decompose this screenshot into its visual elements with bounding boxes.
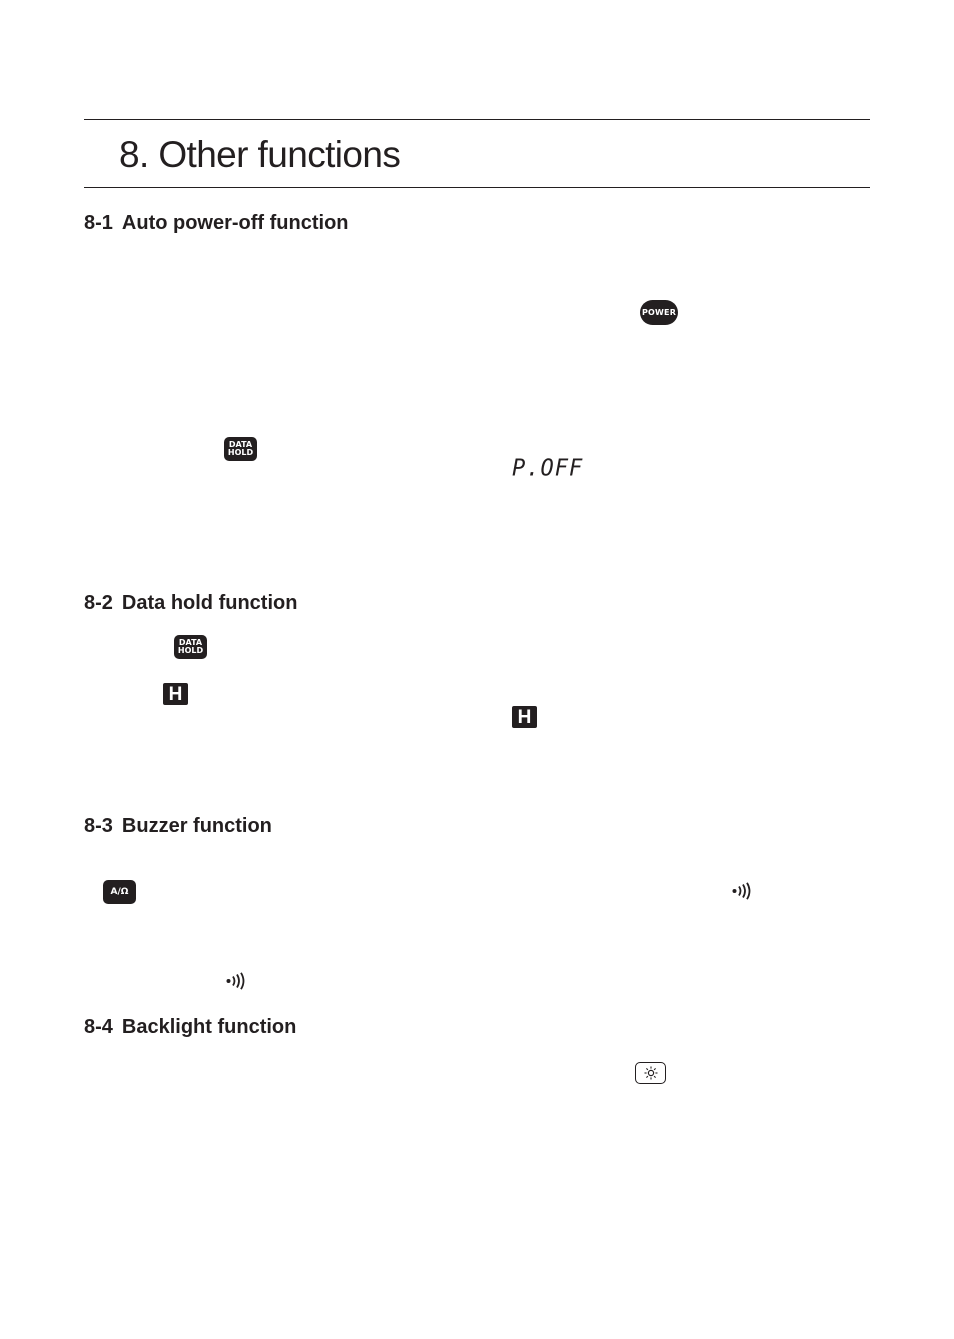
section-heading-backlight (84, 1015, 296, 1039)
section-heading-buzzer (84, 814, 272, 838)
section-title: Backlight function (121, 1016, 297, 1038)
buzzer-icon (732, 882, 752, 900)
section-number: 8-4 (84, 1016, 113, 1038)
hold-indicator-icon (163, 683, 188, 705)
top-rule (84, 119, 870, 120)
buzzer-icon (226, 972, 246, 990)
backlight-sun-icon (644, 1066, 658, 1080)
section-title: Auto power-off function (121, 212, 349, 234)
data-hold-label-line2: HOLD (227, 448, 254, 457)
section-heading-auto-power-off (84, 211, 349, 235)
a-ohm-key-label: A/Ω (110, 887, 129, 897)
hold-indicator-letter: H (168, 683, 183, 705)
poff-display-readout: P.OFF (512, 455, 584, 482)
section-number: 8-3 (84, 815, 113, 837)
hold-indicator-letter: H (517, 706, 532, 728)
power-key-label: POWER (641, 308, 677, 317)
section-number: 8-1 (84, 212, 113, 234)
data-hold-label-line1: DATA (178, 638, 203, 647)
hold-indicator-icon (512, 706, 537, 728)
section-title: Buzzer function (121, 815, 272, 837)
bottom-rule (84, 187, 870, 188)
chapter-title: 8. Other functions (119, 134, 401, 175)
section-title: Data hold function (121, 592, 298, 614)
section-number: 8-2 (84, 592, 113, 614)
backlight-button-icon (635, 1062, 666, 1084)
data-hold-button-icon (174, 635, 207, 659)
data-hold-button-icon (224, 437, 257, 461)
data-hold-label-line2: HOLD (177, 646, 204, 655)
data-hold-label-line1: DATA (228, 440, 253, 449)
power-button-icon (640, 300, 678, 325)
section-heading-data-hold (84, 591, 297, 615)
a-ohm-button-icon (103, 880, 136, 904)
